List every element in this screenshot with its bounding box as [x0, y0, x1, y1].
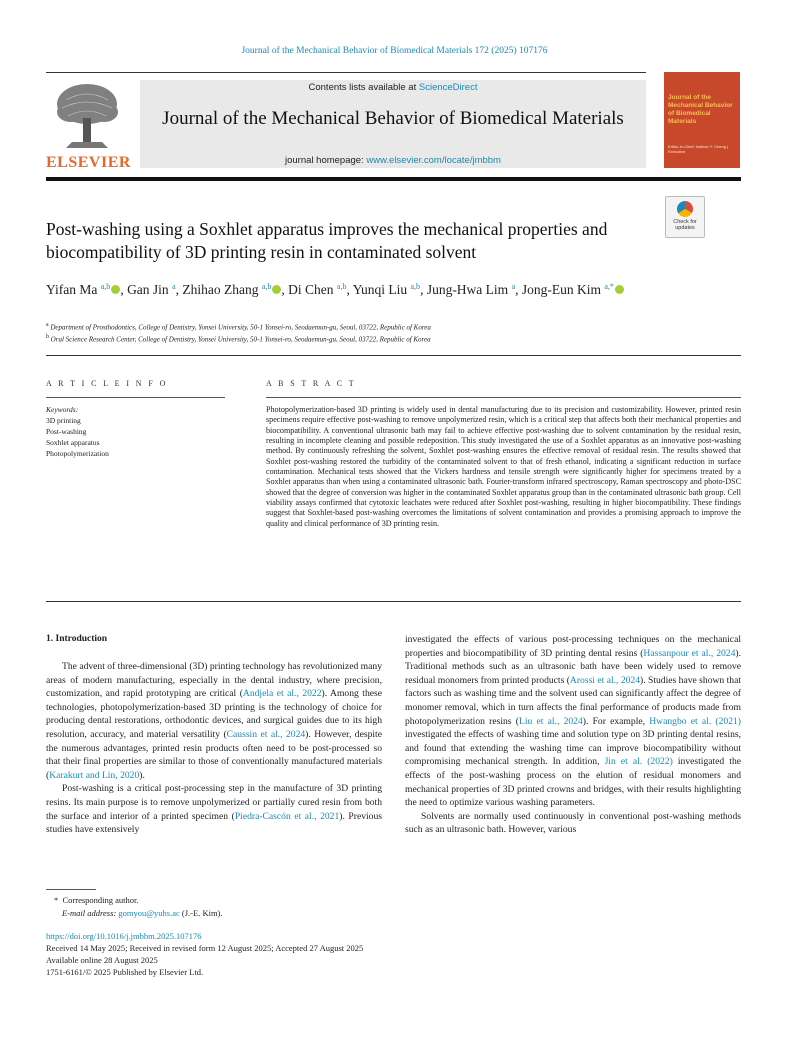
author-name[interactable]: Di Chen — [288, 282, 337, 297]
citation-link[interactable]: Arossi et al., 2024 — [569, 674, 641, 686]
check-for-updates-label: Check for updates — [673, 219, 697, 231]
citation-link[interactable]: Piedra-Cascón et al., 2021 — [234, 810, 340, 822]
orcid-icon[interactable] — [111, 285, 120, 294]
email-link[interactable]: gomyou@yuhs.ac — [118, 907, 180, 918]
article-info-heading: A R T I C L E I N F O — [46, 379, 168, 388]
keyword-item: 3D printing — [46, 416, 81, 425]
citation-link[interactable]: Caussin et al., 2024 — [226, 728, 306, 740]
author-name[interactable]: Gan Jin — [127, 282, 173, 297]
author-separator: , — [515, 282, 522, 297]
body-paragraph: Solvents are normally used continuously in conventional post-washing methods such as an ultrasonic bath. However, various — [405, 810, 741, 836]
keyword-item: Soxhlet apparatus — [46, 438, 100, 447]
author-affiliation-mark[interactable]: a,b — [261, 282, 272, 291]
section-heading-introduction: 1. Introduction — [46, 634, 108, 644]
body-paragraph: Post-washing is a critical post-processing step in the manufacture of 3D printing resins. Its main purpose is to remove unpolymerized or partially cured resin from both the surface and interior of a printed specimen (Piedra-Cascón et al., 2021). Previous studies have extensively — [46, 783, 382, 836]
author-list — [46, 276, 696, 300]
author-name[interactable]: Yunqi Liu — [352, 282, 411, 297]
author-separator: , — [420, 282, 427, 297]
header-top-rule — [46, 72, 646, 73]
affiliation-b — [46, 334, 736, 343]
affiliation-mark: b — [46, 334, 49, 340]
author-separator: , — [346, 282, 353, 297]
author-affiliation-mark[interactable]: a,b — [100, 282, 111, 291]
citation-link[interactable]: Liu et al., 2024 — [518, 715, 583, 727]
online-date: Available online 28 August 2025 — [46, 955, 158, 965]
homepage-prefix: journal homepage: — [285, 155, 367, 166]
history-dates: Received 14 May 2025; Received in revised form 12 August 2025; Accepted 27 August 2025 — [46, 943, 364, 953]
author-separator: , — [281, 282, 289, 297]
author-affiliation-mark[interactable]: a,* — [604, 282, 614, 291]
abstract-heading: A B S T R A C T — [266, 379, 357, 388]
journal-cover-thumbnail[interactable] — [664, 72, 740, 168]
elsevier-logo-wordmark: ELSEVIER — [46, 154, 131, 171]
affiliation-mark: a — [46, 322, 49, 328]
cover-editor: Editor-in-Chief: Nathan Y. Cheng | Executive — [668, 144, 729, 154]
author-name[interactable]: Jung-Hwa Lim — [426, 282, 512, 297]
journal-title: Journal of the Mechanical Behavior of Biomedical Materials — [162, 108, 624, 129]
citation-link[interactable]: Hwangbo et al. (2021) — [649, 715, 742, 727]
body-column-left — [46, 660, 382, 837]
citation-link[interactable]: Karakurt and Lin, 2020 — [49, 769, 140, 781]
citation-link[interactable]: Jin et al. (2022) — [604, 756, 673, 768]
affiliation-text: Department of Prosthodontics, College of Dentistry, Yonsei University, 50-1 Yonsei-ro, Seodaemun-gu, Seoul, 03722, Republic of Korea — [50, 323, 431, 332]
corresponding-mark: * — [54, 895, 59, 905]
author-name[interactable]: Jong-Eun Kim — [521, 282, 605, 297]
section-divider — [46, 601, 741, 602]
header-thick-rule — [46, 177, 741, 181]
author-name[interactable]: Zhihao Zhang — [182, 282, 262, 297]
affiliation-a — [46, 322, 736, 331]
journal-homepage-link[interactable]: www.elsevier.com/locate/jmbbm — [366, 155, 501, 166]
journal-homepage-line — [140, 155, 646, 166]
check-for-updates-icon — [677, 201, 693, 217]
cover-title: Journal of the Mechanical Behavior of Biomedical Materials — [668, 94, 733, 125]
contents-prefix: Contents lists available at — [308, 82, 419, 93]
affiliation-text: Oral Science Research Center, College of Dentistry, Yonsei University, 50-1 Yonsei-ro, Seodaemun-gu, Seoul, 03722, Republic of Korea — [50, 335, 431, 344]
author-separator: , — [175, 282, 183, 297]
keyword-item: Photopolymerization — [46, 449, 109, 458]
abstract-rule — [266, 397, 741, 398]
orcid-icon[interactable] — [615, 285, 624, 294]
author-name[interactable]: Yifan Ma — [46, 282, 101, 297]
corresponding-label: Corresponding author. — [62, 895, 139, 905]
body-paragraph: investigated the effects of various post-processing techniques on the mechanical properties and biocompatibility of 3D printing dental resins (Hassanpour et al., 2024). Traditional methods such as an ultrasonic bath have been widely used to remove residual monomers from printed products (Arossi et al., 2024). Studies have shown that factors such as washing time and the solvent used can significantly affect the degree of monomer removal, which in turn affects the final performance of products made from photopolymerization resins (Liu et al., 2024). For example, Hwangbo et al. (2021) investigated the effects of washing time and solution type on 3D printing dental resins, and found that extending the washing time can improve biocompatibility without compromising mechanical strength. In addition, Jin et al. (2022) investigated the effects of the post-washing process on the elution of residual monomers and mechanical properties of 3D printed crowns and bridges, with their results highlighting the need to optimize various washing parameters. — [405, 634, 742, 809]
article-title: Post-washing using a Soxhlet apparatus improves the mechanical properties and biocompatibility of 3D printing resin in contaminated solvent — [46, 219, 608, 262]
author-separator: , — [120, 282, 128, 297]
copyright-line: 1751-6161/© 2025 Published by Elsevier Ltd. — [46, 967, 204, 977]
citation-link[interactable]: Hassanpour et al., 2024 — [643, 647, 736, 659]
body-column-right — [405, 633, 741, 837]
sciencedirect-link[interactable]: ScienceDirect — [418, 82, 478, 93]
contents-available-line — [140, 82, 646, 93]
check-for-updates-button[interactable] — [665, 196, 705, 238]
author-affiliation-mark[interactable]: a — [172, 282, 176, 291]
author-affiliation-mark[interactable]: a,b — [336, 282, 347, 291]
journal-reference-link[interactable]: Journal of the Mechanical Behavior of Biomedical Materials 172 (2025) 107176 — [241, 46, 548, 56]
citation-link[interactable]: Andjela et al., 2022 — [242, 688, 322, 700]
author-affiliation-mark[interactable]: a — [511, 282, 516, 291]
article-info-rule — [46, 397, 225, 398]
author-affiliation-mark[interactable]: a,b — [410, 282, 421, 291]
keywords-block — [46, 404, 226, 459]
keywords-label: Keywords: — [46, 405, 79, 414]
body-paragraph: The advent of three-dimensional (3D) printing technology has revolutionized many areas of modern manufacturing, especially in the dental industry, where precision, customization, and rapid prototyping are critical (Andjela et al., 2022). Among these technologies, photopolymerization-based 3D printing is the technology of choice for producing dental restorations, orthodontic devices, and surgical guides due to its high resolution, accuracy, and material versatility (Caussin et al., 2024). However, despite the numerous advantages, printed resin products often need to be post-processed so that their final properties are similar to those of conventionally manufactured materials (Karakurt and Lin, 2020). — [46, 661, 382, 781]
abstract-text: Photopolymerization-based 3D printing is widely used in dental manufacturing due to its precision and customizability. However, printed resin specimens require effective post-washing to remove unpolymerized resin, which is a critical step that affects both their mechanical properties and biocompatibility. A conventional ultrasonic bath may fail to achieve effective post-washing due to solvent contamination by the residual resin, resulting in incomplete cleaning and possible redeposition. This study investigated the use of a Soxhlet apparatus as an innovative post-washing method. By continuously refreshing the solvent, Soxhlet post-washing ensures the effective removal of residual resin. The results showed that Soxhlet post-washing restored the turbidity of the contaminated solvent to that of fresh ethanol, indicating a significant reduction in surface contamination. Mechanical tests showed that the Vickers hardness and tensile strength were significantly higher for specimens treated by a Soxhlet apparatus than when using a contaminated ultrasonic bath. Fourier-transform infrared spectroscopy, Raman spectroscopy and photo-DSC showed that the degree of conversion was higher in the contaminated Soxhlet apparatus group than in the contaminated ultrasonic bath group. Cell viability assays confirmed that cytotoxic leachates were reduced after Soxhlet post-washing, resulting in higher biocompatibility. These findings suggest that Soxhlet-based post-washing overcomes the limitations of solvent contamination and provides a promising approach to improve the quality and clinical performance of 3D printing resin. — [266, 405, 741, 528]
email-suffix: (J.-E. Kim). — [179, 907, 223, 918]
doi-link[interactable]: https://doi.org/10.1016/j.jmbbm.2025.107176 — [46, 931, 202, 941]
footnote-rule — [46, 889, 96, 890]
section-divider — [46, 355, 741, 356]
email-label: E-mail address: — [62, 907, 117, 918]
publication-info — [46, 930, 646, 978]
keyword-item: Post-washing — [46, 427, 87, 436]
corresponding-author-footnote — [46, 894, 646, 919]
